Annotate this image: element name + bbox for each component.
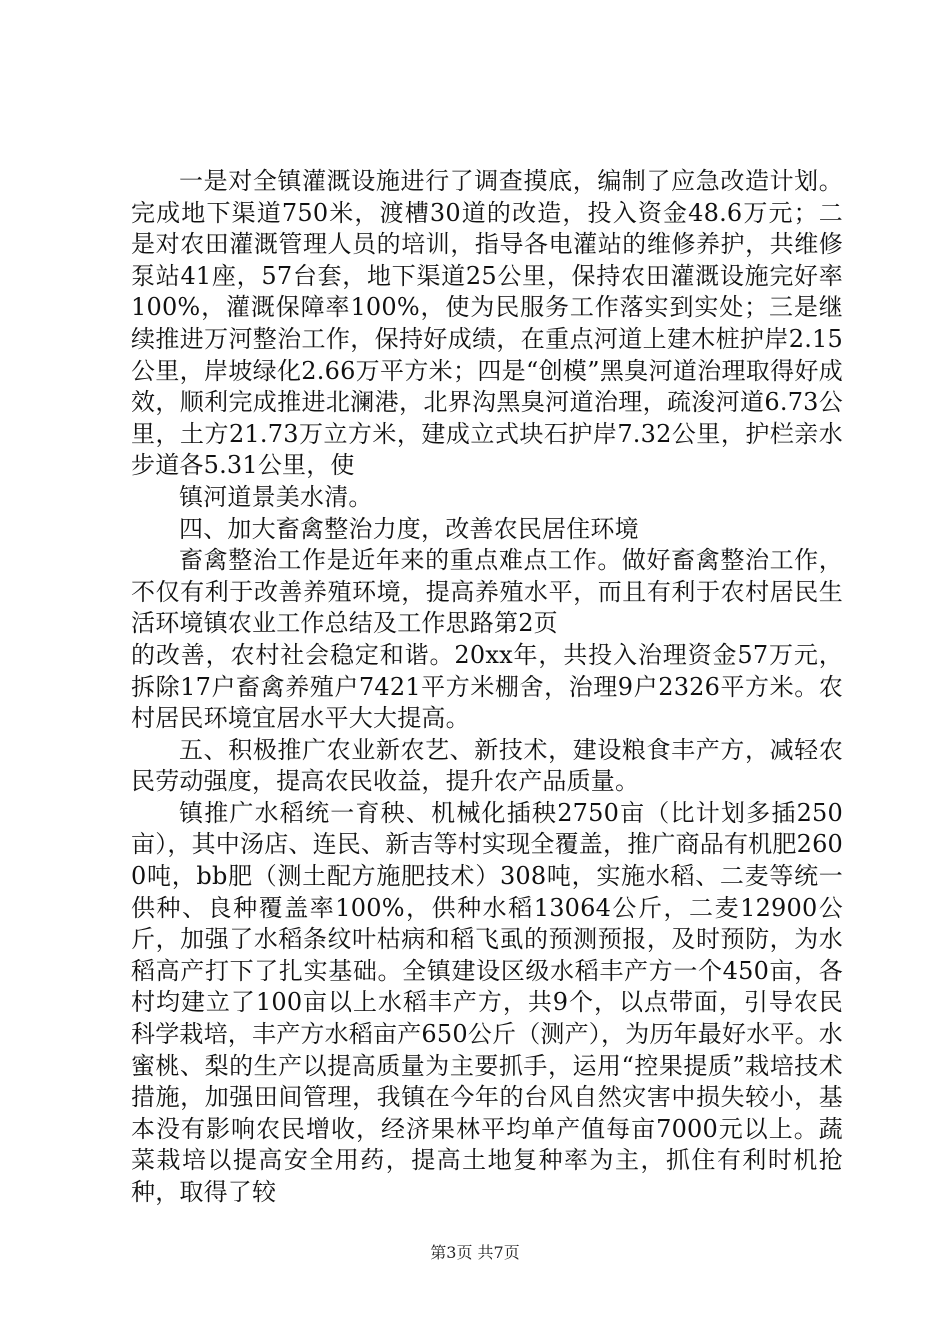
paragraph-river-continuation: 镇河道景美水清。 (179, 482, 373, 511)
section-heading-agriculture: 五、积极推广农业新农艺、新技术，建设粮食丰产方，减轻农民劳动强度，提高农民收益，提升农产品质量。 (131, 735, 843, 796)
paragraph-livestock-continuation: 的改善，农村社会稳定和谐。20xx年，共投入治理资金57万元，拆除17户畜禽养殖户7421平方米棚舍，治理9户2326平方米。农村居民环境宜居水平大大提高。 (131, 640, 843, 733)
paragraph-agriculture: 镇推广水稻统一育秧、机械化插秧2750亩（比计划多插250亩），其中汤店、连民、新吉等村实现全覆盖，推广商品有机肥2600吨，bb肥（测土配方施肥技术）308吨，实施水稻、二麦等统一供种、良种覆盖率100%，供种水稻13064公斤，二麦12900公斤，加强了水稻条纹叶枯病和稻飞虱的预测预报，及时预防，为水稻高产打下了扎实基础。全镇建设区级水稻丰产方一个450亩，各村均建立了100亩以上水稻丰产方，共9个，以点带面，引导农民科学栽培，丰产方水稻亩产650公斤（测产），为历年最好水平。水蜜桃、梨的生产以提高质量为主要抓手，运用“控果提质”栽培技术措施，加强田间管理，我镇在今年的台风自然灾害中损失较小，基本没有影响农民增收，经济果林平均单产值每亩7000元以上。蔬菜栽培以提高安全用药，提高土地复种率为主，抓住有利时机抢种，取得了较 (131, 798, 844, 1206)
document-body (131, 166, 843, 1209)
section-heading-livestock: 四、加大畜禽整治力度，改善农民居住环境 (179, 514, 639, 543)
paragraph-livestock: 畜禽整治工作是近年来的重点难点工作。做好畜禽整治工作，不仅有利于改善养殖环境，提高养殖水平，而且有利于农村居民生活环境镇农业工作总结及工作思路第2页 (131, 546, 843, 638)
paragraph-irrigation: 一是对全镇灌溉设施进行了调查摸底，编制了应急改造计划。完成地下渠道750米，渡槽30道的改造，投入资金48.6万元；二是对农田灌溉管理人员的培训，指导各电灌站的维修养护，共维修泵站41座，57台套，地下渠道25公里，保持农田灌溉设施完好率100%，灌溉保障率100%，使为民服务工作落实到实处；三是继续推进万河整治工作，保持好成绩，在重点河道上建木桩护岸2.15公里，岸坡绿化2.66万平方米；四是“创模”黑臭河道治理取得好成效，顺利完成推进北澜港，北界沟黑臭河道治理，疏浚河道6.73公里，土方21.73万立方米，建成立式块石护岸7.32公里，护栏亲水步道各5.31公里，使 (131, 167, 843, 480)
page-footer: 第3页 共7页 (430, 1243, 520, 1262)
